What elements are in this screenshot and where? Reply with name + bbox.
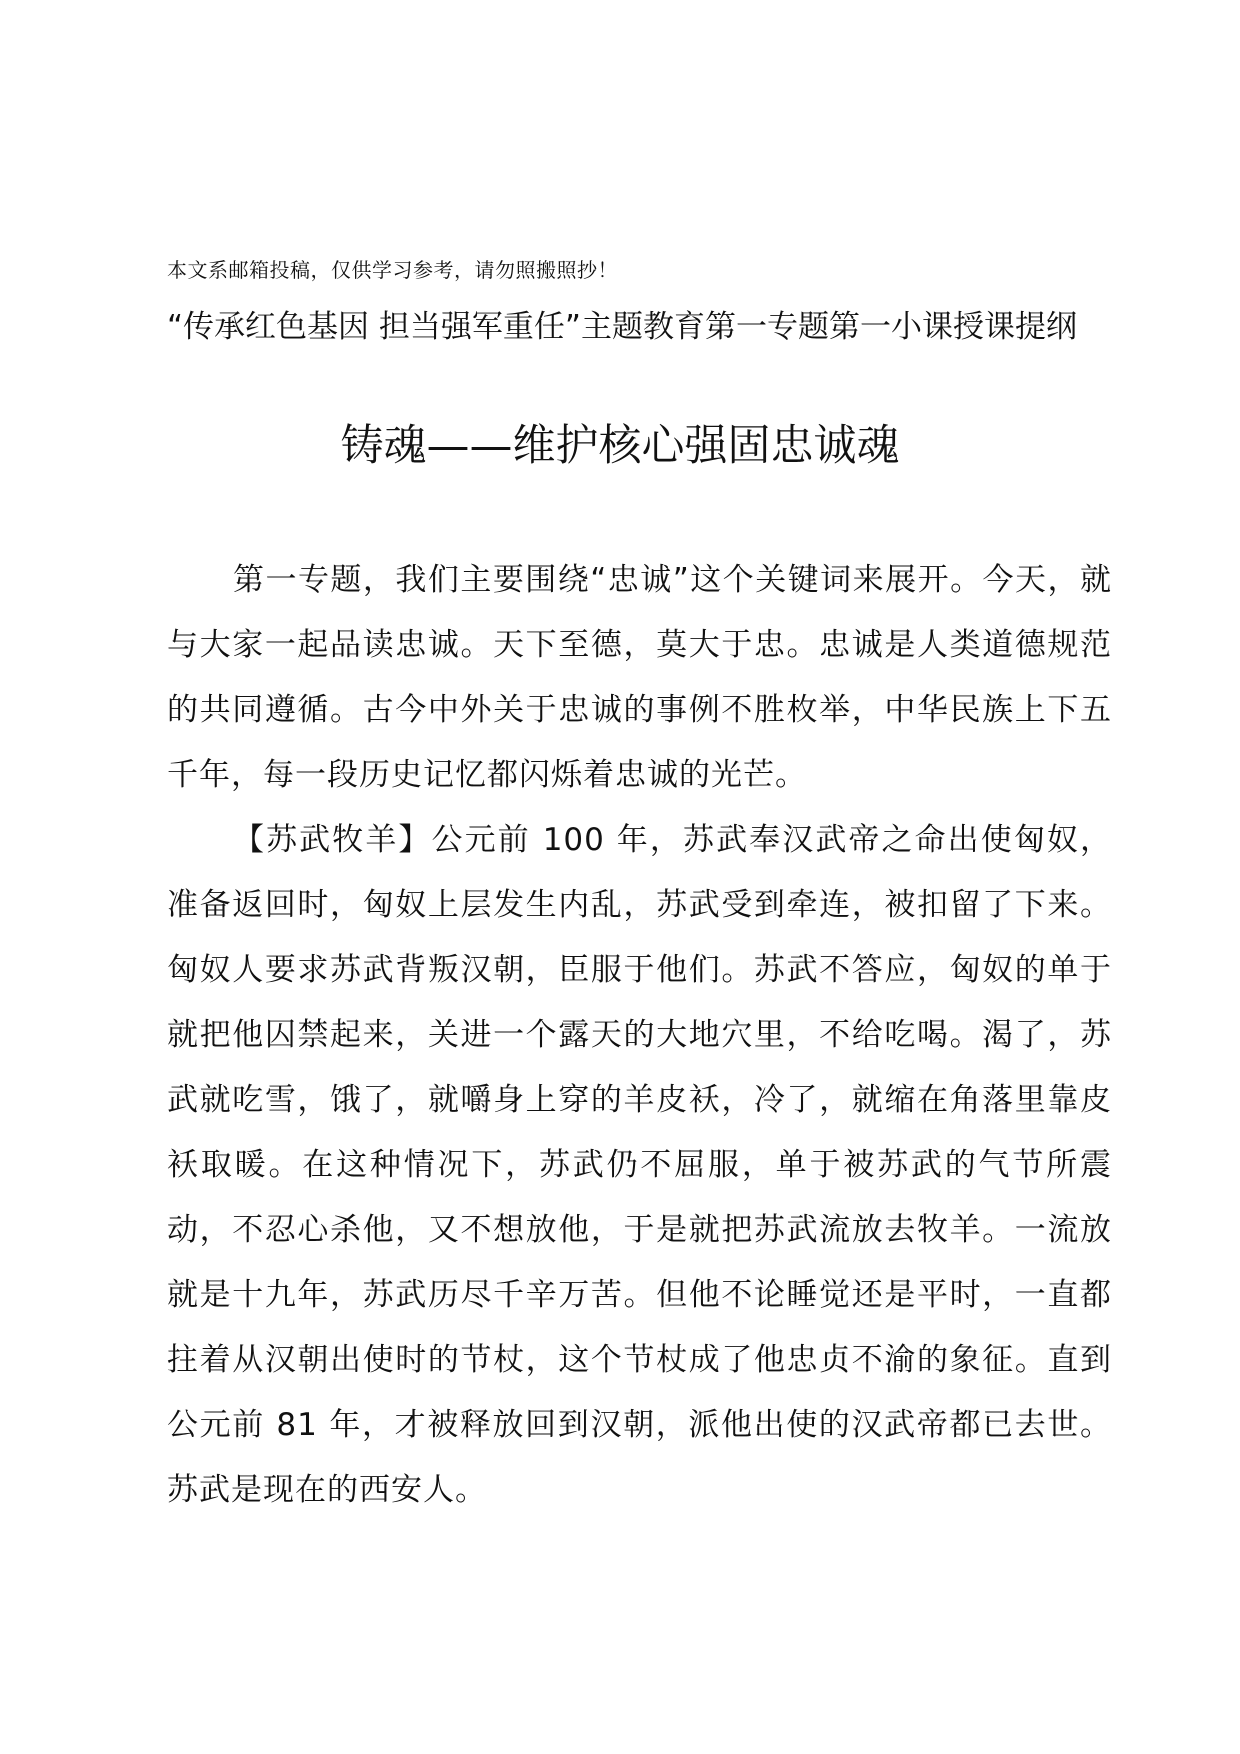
su-wu-paragraph: 【苏武牧羊】公元前 100 年，苏武奉汉武帝之命出使匈奴，准备返回时，匈奴上层发生内乱，苏武受到牵连，被扣留了下来。匈奴人要求苏武背叛汉朝，臣服于他们。苏武不答应，匈奴的单于就把他囚禁起来，关进一个露天的大地穴里，不给吃喝。渴了，苏武就吃雪，饿了，就嚼身上穿的羊皮袄，冷了，就缩在角落里靠皮袄取暖。在这种情况下，苏武仍不屈服，单于被苏武的气节所震动，不忍心杀他，又不想放他，于是就把苏武流放去牧羊。一流放就是十九年，苏武历尽千辛万苦。但他不论睡觉还是平时，一直都拄着从汉朝出使时的节杖，这个节杖成了他忠贞不渝的象征。直到公元前 81 年，才被释放回到汉朝，派他出使的汉武帝都已去世。苏武是现在的西安人。 bbox=[167, 822, 1112, 1508]
intro-paragraph: 第一专题，我们主要围绕“忠诚”这个关键词来展开。今天，就与大家一起品读忠诚。天下至德，莫大于忠。忠诚是人类道德规范的共同遵循。古今中外关于忠诚的事例不胜枚举，中华民族上下五千年，每一段历史记忆都闪烁着忠诚的光芒。 bbox=[167, 562, 1112, 793]
submission-notice: 本文系邮箱投稿，仅供学习参考，请勿照搬照抄！ bbox=[167, 258, 618, 282]
lecture-subtitle: “传承红色基因 担当强军重任”主题教育第一专题第一小课授课提纲 bbox=[167, 309, 1077, 345]
body-text bbox=[167, 548, 1112, 1523]
page-title: 铸魂——维护核心强固忠诚魂 bbox=[340, 421, 900, 471]
